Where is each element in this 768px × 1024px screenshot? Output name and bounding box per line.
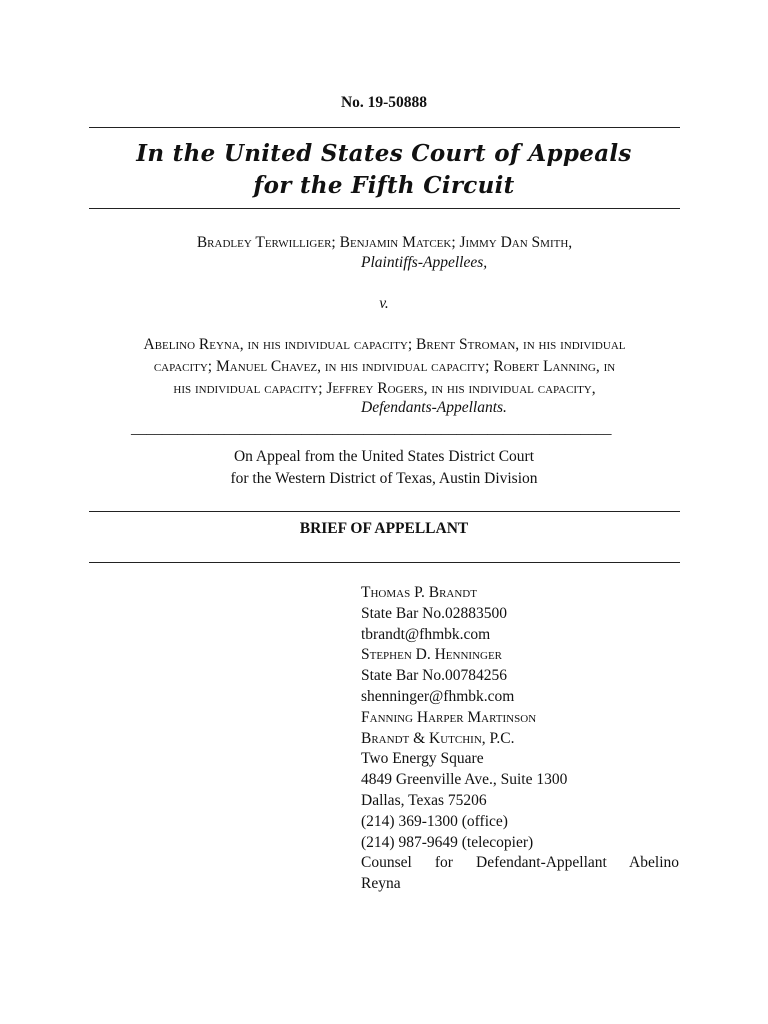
- court-title: [0, 138, 768, 202]
- address-line2: 4849 Greenville Ave., Suite 1300: [361, 771, 568, 789]
- separator-line: ______________________________________________________________: [131, 420, 612, 437]
- counsel-role-line2: Reyna: [361, 875, 401, 893]
- case-number: No. 19-50888: [340, 94, 428, 111]
- phone-office: (214) 369-1300 (office): [361, 812, 508, 830]
- address-line1: Two Energy Square: [361, 750, 484, 768]
- defendants-line2: capacity; Manuel Chavez, in his individual capacity; Robert Lanning, in: [153, 358, 616, 375]
- attorney1-email: tbrandt@fhmbk.com: [361, 625, 491, 643]
- attorney1-bar-number: State Bar No.02883500: [361, 604, 507, 622]
- defendants-line1: Abelino Reyna, in his individual capacity; Brent Stroman, in his individual: [143, 336, 626, 353]
- brief-title-bottom-rule: [89, 562, 680, 563]
- firm-name-line1: Fanning Harper Martinson: [361, 708, 537, 726]
- attorney2-bar-number: State Bar No.00784256: [361, 667, 507, 685]
- phone-telecopier: (214) 987-9649 (telecopier): [361, 833, 534, 851]
- attorney1-name: Thomas P. Brandt: [361, 584, 477, 601]
- plaintiffs-names: Bradley Terwilliger; Benjamin Matcek; Jimmy Dan Smith,: [196, 234, 573, 251]
- defendants-role: Defendants-Appellants.: [361, 399, 507, 416]
- top-rule: [89, 127, 680, 128]
- appeal-line1: On Appeal from the United States District Court: [233, 448, 535, 465]
- counsel-role-line1: Counsel for Defendant-Appellant Abelino: [361, 854, 679, 872]
- plaintiffs-role: Plaintiffs-Appellees,: [361, 254, 488, 271]
- appeal-origin: [0, 446, 768, 490]
- brief-title-top-rule: [89, 511, 680, 512]
- brief-title: BRIEF OF APPELLANT: [299, 520, 469, 537]
- defendants-names: [89, 334, 680, 400]
- counsel-block: [361, 583, 679, 895]
- address-line3: Dallas, Texas 75206: [361, 791, 487, 809]
- versus-label: v.: [379, 295, 389, 312]
- defendants-line3: his individual capacity; Jeffrey Rogers, in his individual capacity,: [173, 380, 596, 397]
- court-title-line2: for the Fifth Circuit: [253, 172, 515, 199]
- attorney2-email: shenninger@fhmbk.com: [361, 687, 515, 705]
- attorney2-name: Stephen D. Henninger: [361, 646, 503, 664]
- appeal-line2: for the Western District of Texas, Austin Division: [230, 470, 538, 487]
- court-title-line1: In the United States Court of Appeals: [136, 140, 632, 167]
- firm-name-line2: Brandt & Kutchin, P.C.: [361, 729, 515, 747]
- court-title-bottom-rule: [89, 208, 680, 209]
